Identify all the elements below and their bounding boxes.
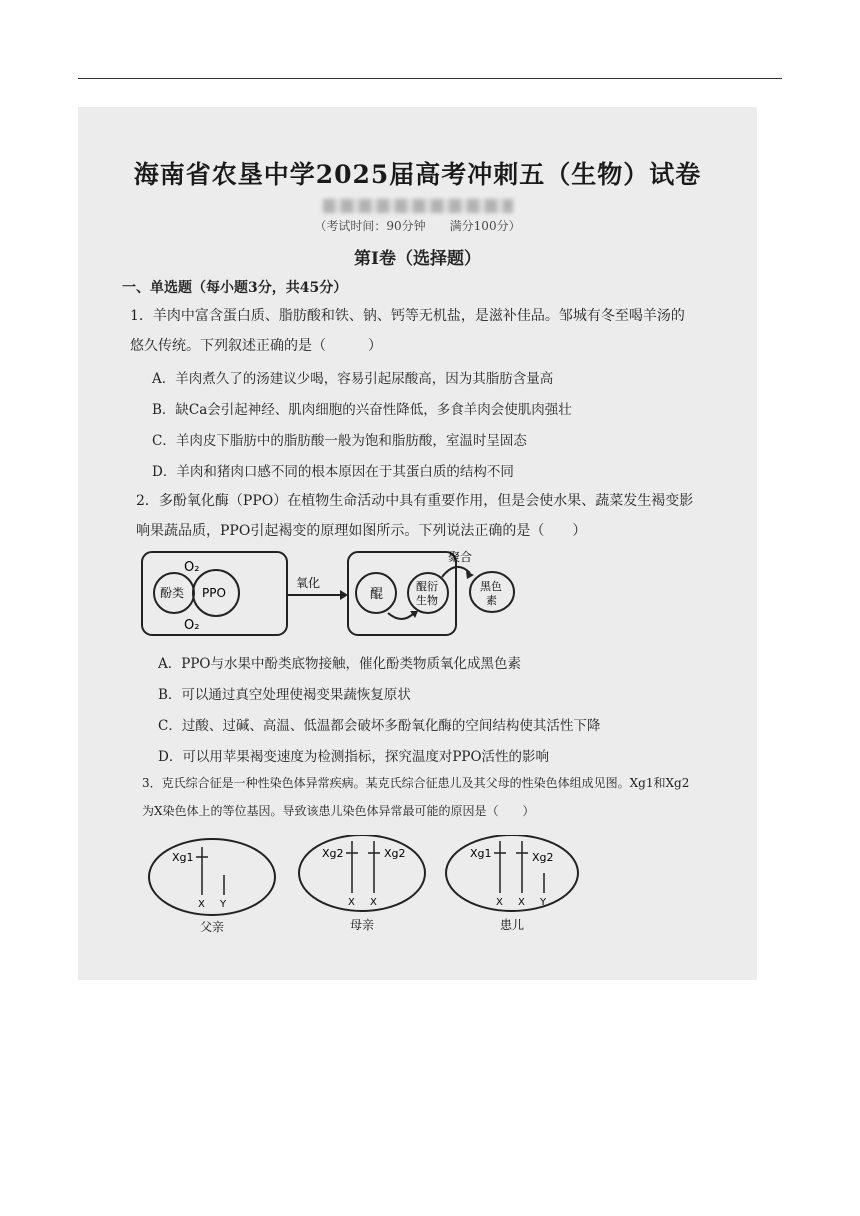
- mother-x2-label: X: [370, 897, 377, 908]
- child-x2-label: X: [518, 897, 525, 908]
- child-caption: 患儿: [500, 918, 525, 932]
- child-y-label: Y: [540, 897, 547, 908]
- question-1-line-2: 悠久传统。下列叙述正确的是（ ）: [130, 338, 382, 354]
- redacted-author-line: [323, 199, 513, 213]
- scanned-exam-page: [78, 107, 757, 980]
- father-y-label: Y: [220, 899, 227, 910]
- father-cell: [149, 839, 275, 915]
- question-1-option-a: A．羊肉煮久了的汤建议少喝，容易引起尿酸高，因为其脂肪含量高: [152, 371, 554, 387]
- o2-top-label: O₂: [184, 560, 200, 575]
- exam-info: （考试时间：90分钟 满分100分）: [314, 219, 521, 233]
- question-1-line-1: 1．羊肉中富含蛋白质、脂肪酸和铁、钠、钙等无机盐，是滋补佳品。邹城有冬至喝羊汤的: [130, 308, 685, 324]
- section-title: 一、单选题（每小题3分，共45分）: [122, 280, 348, 296]
- question-2-line-1: 2．多酚氧化酶（PPO）在植物生命活动中具有重要作用，但是会使水果、蔬菜发生褐变影: [136, 493, 694, 509]
- header-rule: [78, 78, 782, 79]
- ppo-label: PPO: [202, 586, 226, 600]
- mother-x1-label: X: [348, 897, 355, 908]
- father-allele: Xg1: [172, 851, 194, 864]
- child-allele-left: Xg1: [470, 847, 492, 860]
- question-1-option-b: B．缺Ca会引起神经、肌肉细胞的兴奋性降低，多食羊肉会使肌肉强壮: [152, 402, 572, 418]
- o2-bottom-label: O₂: [184, 618, 200, 633]
- question-2-option-a: A．PPO与水果中酚类底物接触，催化酚类物质氧化成黑色素: [158, 656, 521, 672]
- mother-caption: 母亲: [350, 918, 375, 932]
- derivative-label-2: 生物: [416, 594, 438, 607]
- question-1-option-c: C．羊肉皮下脂肪中的脂肪酸一般为饱和脂肪酸，室温时呈固态: [152, 433, 527, 449]
- melanin-label-2: 素: [486, 594, 497, 607]
- chromosome-diagram: [144, 835, 624, 935]
- mother-allele-right: Xg2: [384, 847, 406, 860]
- phenol-label: 酚类: [160, 586, 185, 600]
- oxidation-arrowhead: [340, 590, 348, 600]
- oxidation-label: 氧化: [296, 576, 321, 590]
- melanin-label-1: 黑色: [480, 580, 502, 593]
- question-1-option-d: D．羊肉和猪肉口感不同的根本原因在于其蛋白质的结构不同: [152, 464, 514, 480]
- quinone-label: 醌: [370, 587, 384, 602]
- derivative-label-1: 醌衍: [416, 580, 438, 593]
- child-x1-label: X: [496, 897, 503, 908]
- question-3-line-1: 3．克氏综合征是一种性染色体异常疾病。某克氏综合征患儿及其父母的性染色体组成见图。Xg1和Xg2: [142, 776, 690, 790]
- polymerize-label: 聚合: [448, 550, 473, 564]
- question-2-option-b: B．可以通过真空处理使褐变果蔬恢复原状: [158, 687, 411, 703]
- father-caption: 父亲: [200, 920, 225, 934]
- question-2-line-2: 响果蔬品质，PPO引起褐变的原理如图所示。下列说法正确的是（ ）: [136, 523, 587, 539]
- child-cell: [446, 835, 578, 911]
- question-2-option-c: C．过酸、过碱、高温、低温都会破坏多酚氧化酶的空间结构使其活性下降: [158, 718, 601, 734]
- child-allele-right: Xg2: [532, 851, 554, 864]
- conversion-arrow: [388, 613, 414, 619]
- question-3-line-2: 为X染色体上的等位基因。导致该患儿染色体异常最可能的原因是（ ）: [142, 804, 535, 818]
- derivative-circle: [408, 573, 448, 613]
- product-box: [348, 552, 456, 635]
- ppo-diagram: [136, 547, 496, 647]
- mother-cell: [299, 835, 425, 911]
- question-2-option-d: D．可以用苹果褐变速度为检测指标，探究温度对PPO活性的影响: [158, 749, 550, 765]
- part-title: 第Ⅰ卷（选择题）: [354, 249, 481, 269]
- exam-title: 海南省农垦中学2025届高考冲刺五（生物）试卷: [133, 160, 702, 189]
- father-x-label: X: [198, 899, 205, 910]
- mother-allele-left: Xg2: [322, 847, 344, 860]
- melanin-node: [466, 570, 526, 620]
